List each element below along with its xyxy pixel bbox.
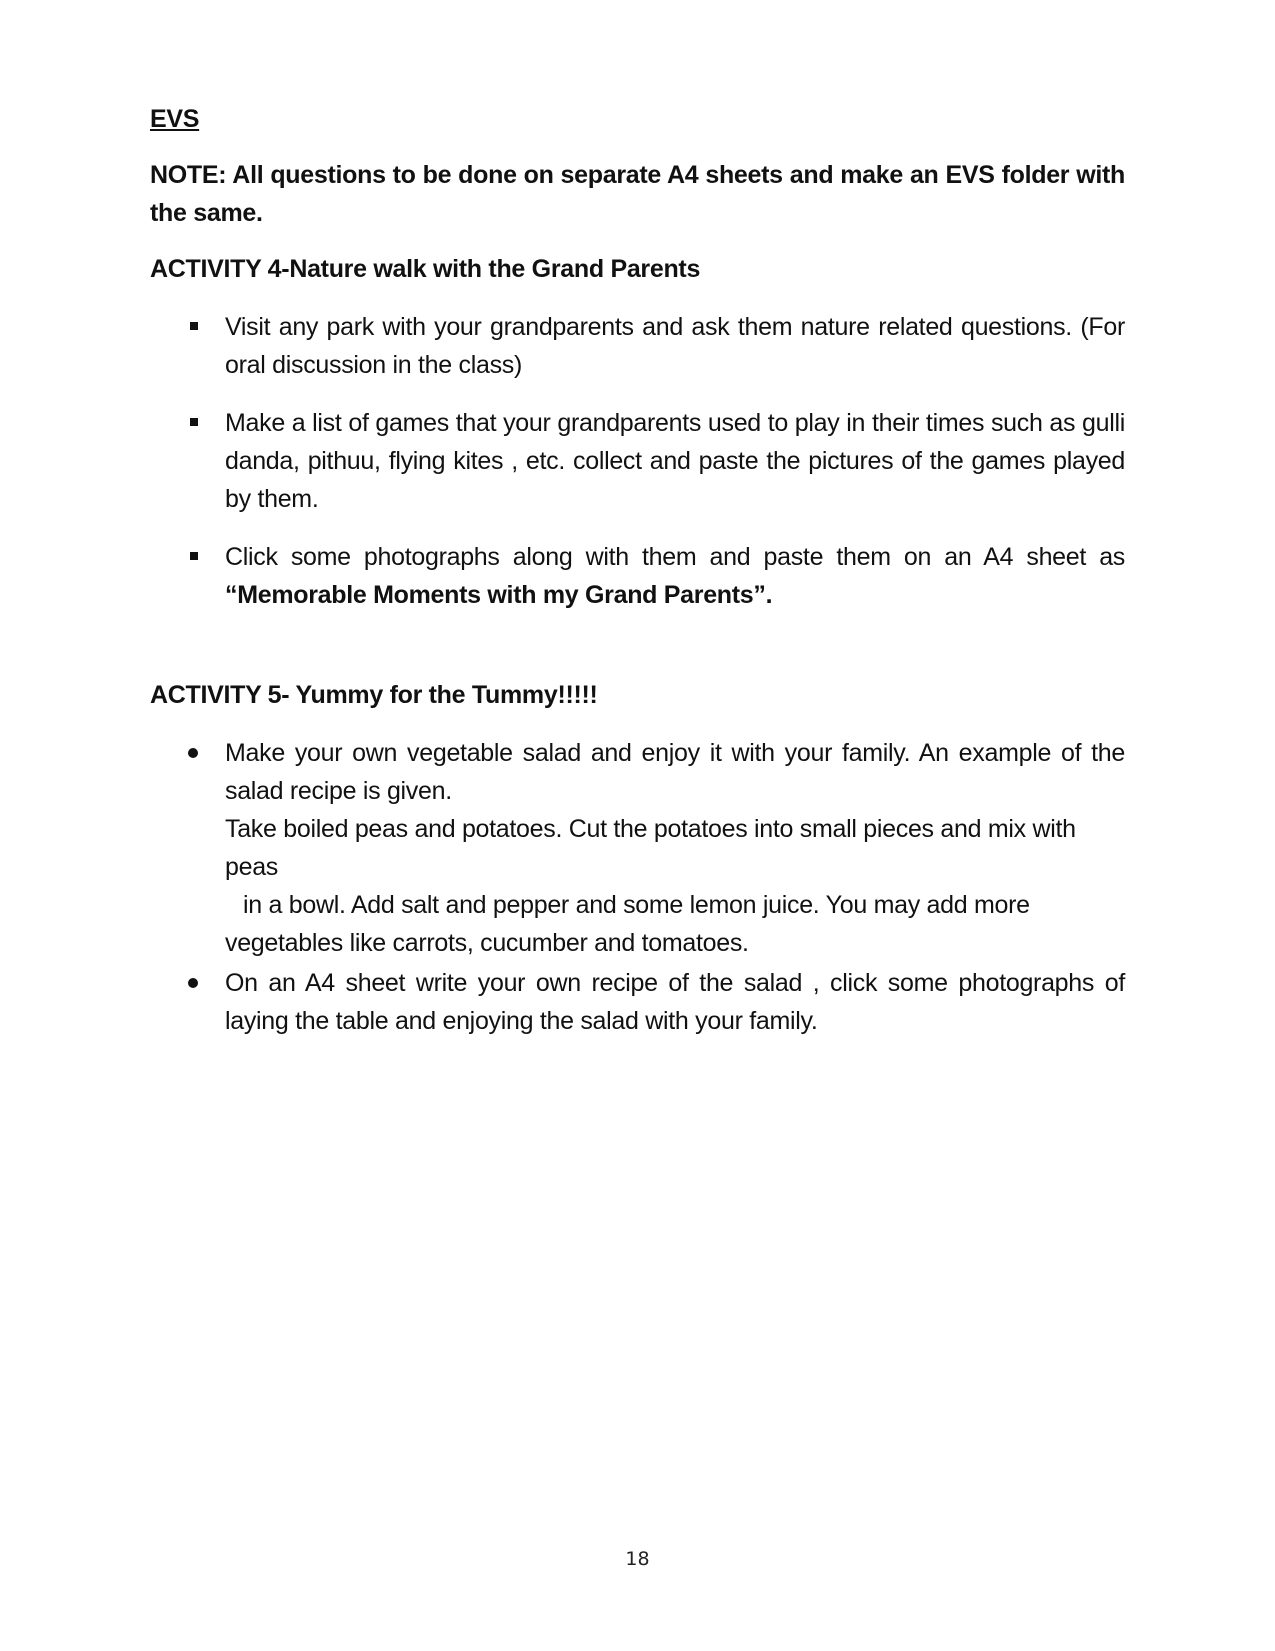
list-item	[150, 308, 1125, 384]
subject-title: EVS	[150, 105, 200, 133]
list-item	[150, 734, 1125, 962]
note-paragraph: NOTE: All questions to be done on separate A4 sheets and make an EVS folder with the same.	[150, 161, 1125, 227]
list-item	[150, 964, 1125, 1040]
list-item-text: On an A4 sheet write your own recipe of the salad , click some photographs of laying the table and enjoying the salad with your family.	[225, 969, 1125, 1035]
list-item-text: Click some photographs along with them and paste them on an A4 sheet as	[225, 543, 1125, 571]
activity-4-list	[150, 308, 1125, 614]
round-bullet-icon	[188, 978, 198, 988]
recipe-line: in a bowl. Add salt and pepper and some lemon juice. You may add more	[243, 891, 1030, 919]
list-item	[150, 538, 1125, 614]
list-item	[150, 404, 1125, 518]
recipe-line: Take boiled peas and potatoes. Cut the potatoes into small pieces and mix with peas	[225, 815, 1076, 881]
list-item-text: Visit any park with your grandparents and ask them nature related questions. (For oral discussion in the class)	[225, 313, 1125, 379]
list-item-bold-text: “Memorable Moments with my Grand Parents”.	[225, 581, 773, 609]
square-bullet-icon	[190, 552, 198, 560]
round-bullet-icon	[188, 748, 198, 758]
activity-5-heading: ACTIVITY 5- Yummy for the Tummy!!!!!	[150, 681, 598, 709]
page-number: 18	[625, 1548, 650, 1570]
activity-4-heading: ACTIVITY 4-Nature walk with the Grand Parents	[150, 255, 701, 283]
square-bullet-icon	[190, 322, 198, 330]
activity-5-list	[150, 734, 1125, 1040]
list-item-text: Make your own vegetable salad and enjoy it with your family. An example of the salad recipe is given.	[225, 739, 1125, 805]
recipe-line: vegetables like carrots, cucumber and tomatoes.	[225, 929, 749, 957]
square-bullet-icon	[190, 418, 198, 426]
page-content	[150, 100, 1125, 1042]
list-item-text: Make a list of games that your grandparents used to play in their times such as gulli danda, pithuu, flying kites , etc. collect and paste the pictures of the games played by them.	[225, 409, 1125, 513]
